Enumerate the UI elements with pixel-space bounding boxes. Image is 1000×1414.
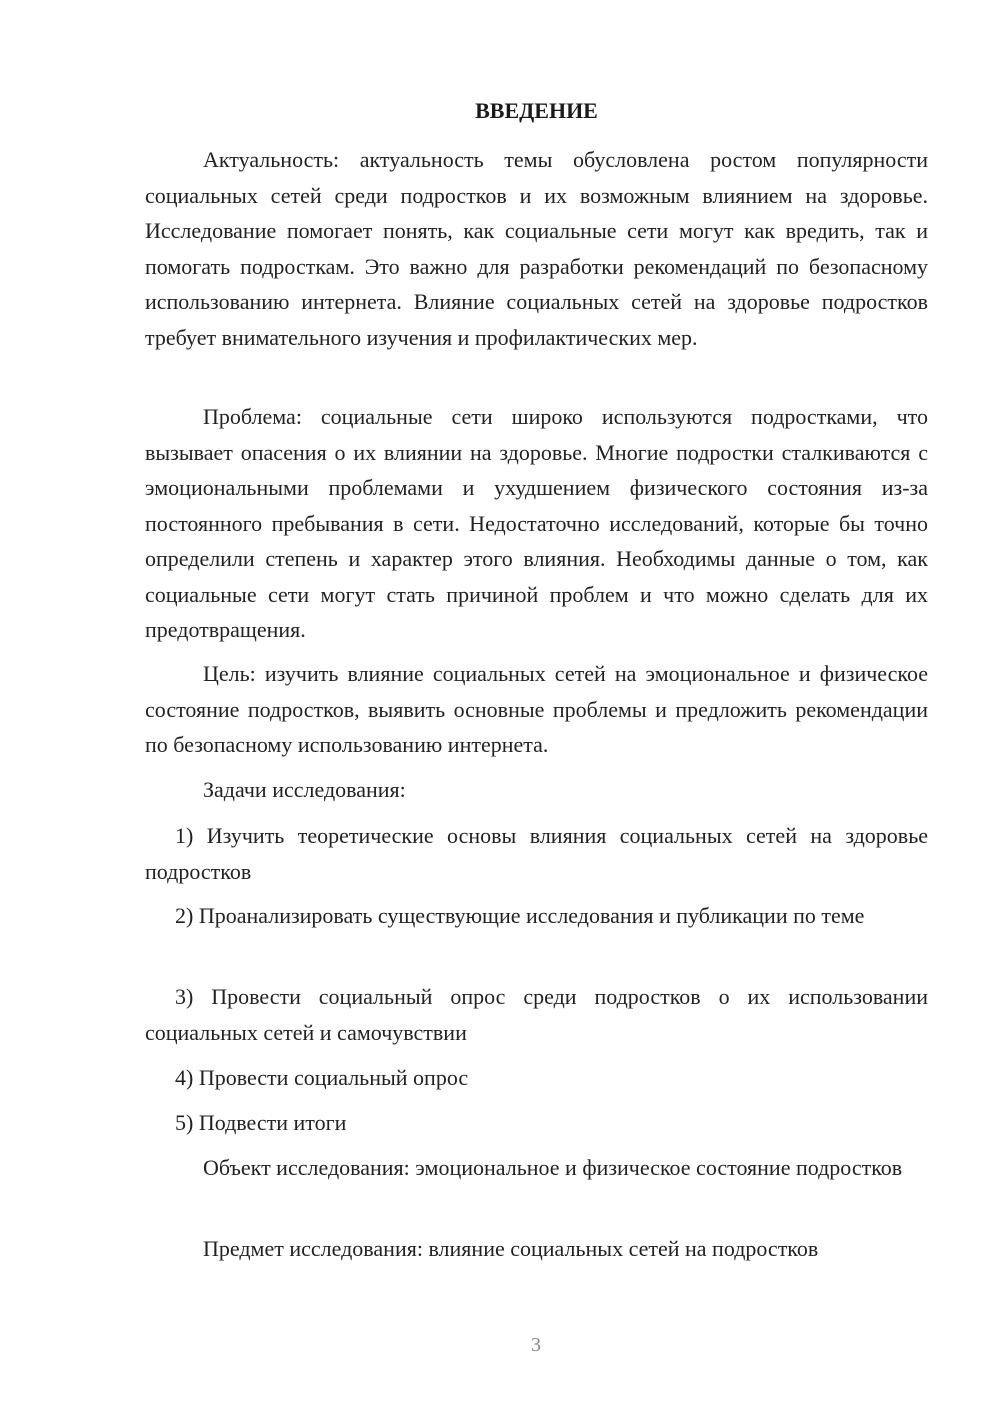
task-item-1: 1) Изучить теоретические основы влияния социальных сетей на здоровье подростков <box>145 823 928 884</box>
page-number: 3 <box>531 1334 541 1356</box>
relevance-paragraph: Актуальность: актуальность темы обусловлена ростом популярности социальных сетей среди подростков и их возможным влиянием на здоровье. Исследование помогает понять, как социальные сети могут как вредить, так и помогать подросткам. Это важно для разработки рекомендаций по безопасному использованию интернета. Влияние социальных сетей на здоровье подростков требует внимательного изучения и профилактических мер. <box>145 147 928 350</box>
task-item-2: 2) Проанализировать существующие исследования и публикации по теме <box>175 903 865 928</box>
task-item-3: 3) Провести социальный опрос среди подростков о их использовании социальных сетей и самочувствии <box>145 984 928 1045</box>
section-title: ВВЕДЕНИЕ <box>475 98 598 123</box>
goal-paragraph: Цель: изучить влияние социальных сетей на эмоциональное и физическое состояние подростков, выявить основные проблемы и предложить рекомендации по безопасному использованию интернета. <box>145 661 928 757</box>
tasks-heading: Задачи исследования: <box>203 777 406 802</box>
object-paragraph: Объект исследования: эмоциональное и физическое состояние подростков <box>203 1155 903 1180</box>
task-item-5: 5) Подвести итоги <box>175 1110 347 1135</box>
task-item-4: 4) Провести социальный опрос <box>175 1065 469 1090</box>
subject-paragraph: Предмет исследования: влияние социальных сетей на подростков <box>203 1236 819 1261</box>
problem-paragraph: Проблема: социальные сети широко используются подростками, что вызывает опасения о их влиянии на здоровье. Многие подростки сталкиваются с эмоциональными проблемами и ухудшением физического состояния из-за постоянного пребывания в сети. Недостаточно исследований, которые бы точно определили степень и характер этого влияния. Необходимы данные о том, как социальные сети могут стать причиной проблем и что можно сделать для их предотвращения. <box>145 404 928 642</box>
